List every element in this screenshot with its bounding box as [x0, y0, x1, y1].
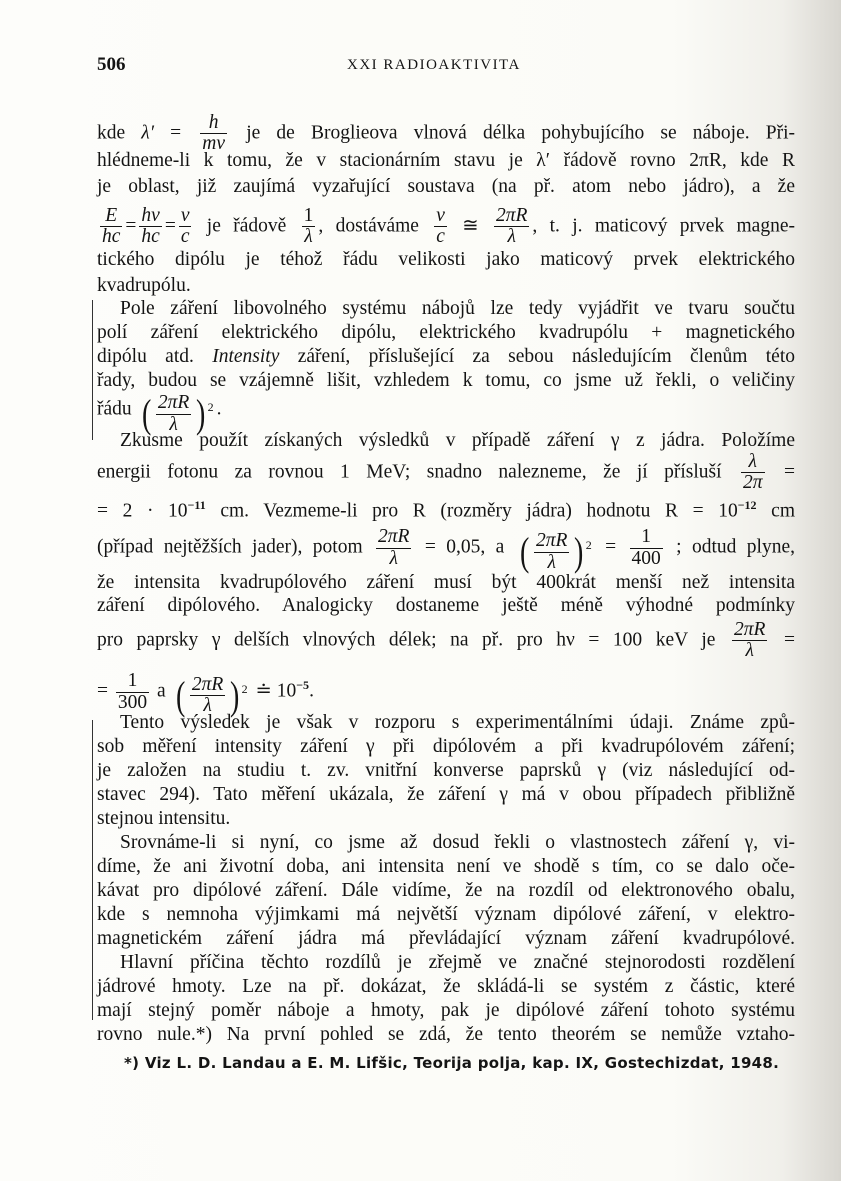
fraction: $\frac{2\pi R}{\lambda}$ [378, 526, 410, 569]
text-line: je založen na studiu t. zv. vnitřní konverse paprsků γ (viz následující od- [97, 760, 795, 781]
text-line: kávat pro dipólové záření. Dále vidíme, že na rozdíl od elektronového obalu, [97, 880, 795, 901]
text-line: řady, budou se vzájemně lišit, vzhledem k tomu, co jsme už řekli, o veličiny [97, 370, 795, 391]
text-line: kde s nemnoha výjimkami má největší význam dipólové záření, v elektro- [97, 904, 795, 925]
text-line: = $\frac{1}{300}$ a ( $\frac{2\pi R}{\lambda}$ ) $^2$ ≐ $10^{-5}$. [97, 662, 795, 708]
text-line: mají stejný poměr náboje a hmoty, pak je dipólové záření tohoto systému [97, 1000, 795, 1021]
fraction: $\frac{\nu}{c}$ [180, 205, 190, 248]
margin-mark [92, 300, 93, 440]
text-line: = $2 \cdot 10^{-11}$ cm. Vezmeme-li pro R (rozměry jádra) hodnotu $R = 10^{-12}$ cm [97, 498, 795, 522]
text-line: tického dipólu je téhož řádu velikosti jako maticový prvek elektrického [97, 249, 795, 270]
text-line: kde λ′ = $\frac{h}{mv}$ je de Broglieova vlnová délka pohybujícího se náboje. Při- [97, 112, 795, 155]
text-line: energii fotonu za rovnou 1 MeV; snadno nalezneme, že jí přísluší $\frac{\lambda}{2\pi}$ = [97, 451, 795, 494]
fraction: $\frac{2\pi R}{\lambda}$ [734, 619, 766, 662]
running-head: XXI RADIOAKTIVITA [347, 57, 521, 73]
text-line: stejnou intensitu. [97, 808, 231, 829]
power-expression: ( $\frac{2\pi R}{\lambda}$ ) $^2$ [175, 672, 248, 718]
text-line: Tento výsledek je však v rozporu s experimentálními údaji. Známe způ- [120, 712, 795, 733]
fraction: $\frac{h\nu}{hc}$ [141, 205, 160, 248]
fraction: $\frac{v}{c}$ [436, 205, 445, 248]
fraction: $\frac{h}{mv}$ [202, 112, 226, 155]
text-line: $\frac{E}{hc}$ = $\frac{h\nu}{hc}$ = $\frac{\nu}{c}$ je řádově $\frac{1}{\lambda}$ , dostáváme $\frac{v}{c}$ ≅ $\frac{2\pi R}{\lambda}$ , t. j. maticový prvek magne- [102, 205, 795, 248]
text-line: díme, že ani životní doba, ani intensita není ve shodě s tím, co se dalo oče- [97, 856, 795, 877]
power-expression: ( $\frac{2\pi R}{\lambda}$ ) $^2$ [519, 529, 592, 575]
text-line: řádu ( $\frac{2\pi R}{\lambda}$ ) $^2$ . [97, 385, 795, 429]
fraction: $\frac{\lambda}{2\pi}$ [743, 451, 763, 494]
text-line: je oblast, již zaujímá vyzařující soustava (na př. atom nebo jádro), a že [97, 176, 795, 197]
text-line: dipólu atd. Intensity záření, příslušející za sebou následujícím členům této [97, 346, 795, 367]
text-line: Zkusme použít získaných výsledků v případě záření γ z jádra. Položíme [120, 430, 795, 451]
fraction: $\frac{2\pi R}{\lambda}$ [495, 205, 528, 248]
text-line: záření dipólového. Analogicky dostaneme ještě méně výhodné podmínky [97, 595, 795, 616]
text-line: sob měření intensity záření γ při dipólovém a při kvadrupólovém záření; [97, 736, 795, 757]
text-line: jádrové hmoty. Lze na př. dokázat, že skládá-li se systém z částic, které [97, 976, 795, 997]
fraction: $\frac{E}{hc}$ [102, 205, 121, 248]
text-line: že intensita kvadrupólového záření musí být 400krát menší než intensita [97, 572, 795, 593]
power-expression: ( $\frac{2\pi R}{\lambda}$ ) $^2$ [141, 391, 214, 437]
fraction: $\frac{1}{400}$ [631, 526, 661, 569]
text-line: Srovnáme-li si nyní, co jsme až dosud řekli o vlastnostech záření γ, vi- [120, 832, 795, 853]
footnote: *) Viz L. D. Landau a E. M. Lifšic, Teorija polja, kap. IX, Gostechizdat, 1948. [124, 1054, 780, 1072]
text-line: stavec 294). Tato měření ukázala, že záření γ má v obou případech přibližně [97, 784, 795, 805]
text-line: hlédneme-li k tomu, že v stacionárním stavu je λ′ řádově rovno 2πR, kde R [97, 150, 795, 171]
text-line: Hlavní příčina těchto rozdílů je zřejmě ve značné stejnorodosti rozdělení [120, 952, 795, 973]
text-line: (případ nejtěžších jader), potom $\frac{2\pi R}{\lambda}$ = 0,05, a ( $\frac{2\pi R}{\lambda}$ ) $^2$ = $\frac{1}{400}$ ; odtud plyne, [97, 522, 795, 568]
text-line: Pole záření libovolného systému nábojů lze tedy vyjádřit ve tvaru součtu [120, 298, 795, 319]
margin-mark [92, 720, 93, 1020]
text-line: kvadrupólu. [97, 275, 191, 296]
text-line: pro paprsky γ delších vlnových délek; na př. pro hν = 100 keV je $\frac{2\pi R}{\lambda}$ = [97, 619, 795, 662]
page-number: 506 [97, 54, 126, 75]
text-line: magnetickém záření jádra má převládající význam záření kvadrupólové. [97, 928, 795, 949]
text-line: rovno nule.*) Na první pohled se zdá, že tento theorém se nemůže vztaho- [97, 1024, 795, 1045]
fraction: $\frac{1}{300}$ [117, 670, 148, 713]
fraction: $\frac{1}{\lambda}$ [303, 205, 314, 248]
text-line: polí záření elektrického dipólu, elektrického kvadrupólu + magnetického [97, 322, 795, 343]
